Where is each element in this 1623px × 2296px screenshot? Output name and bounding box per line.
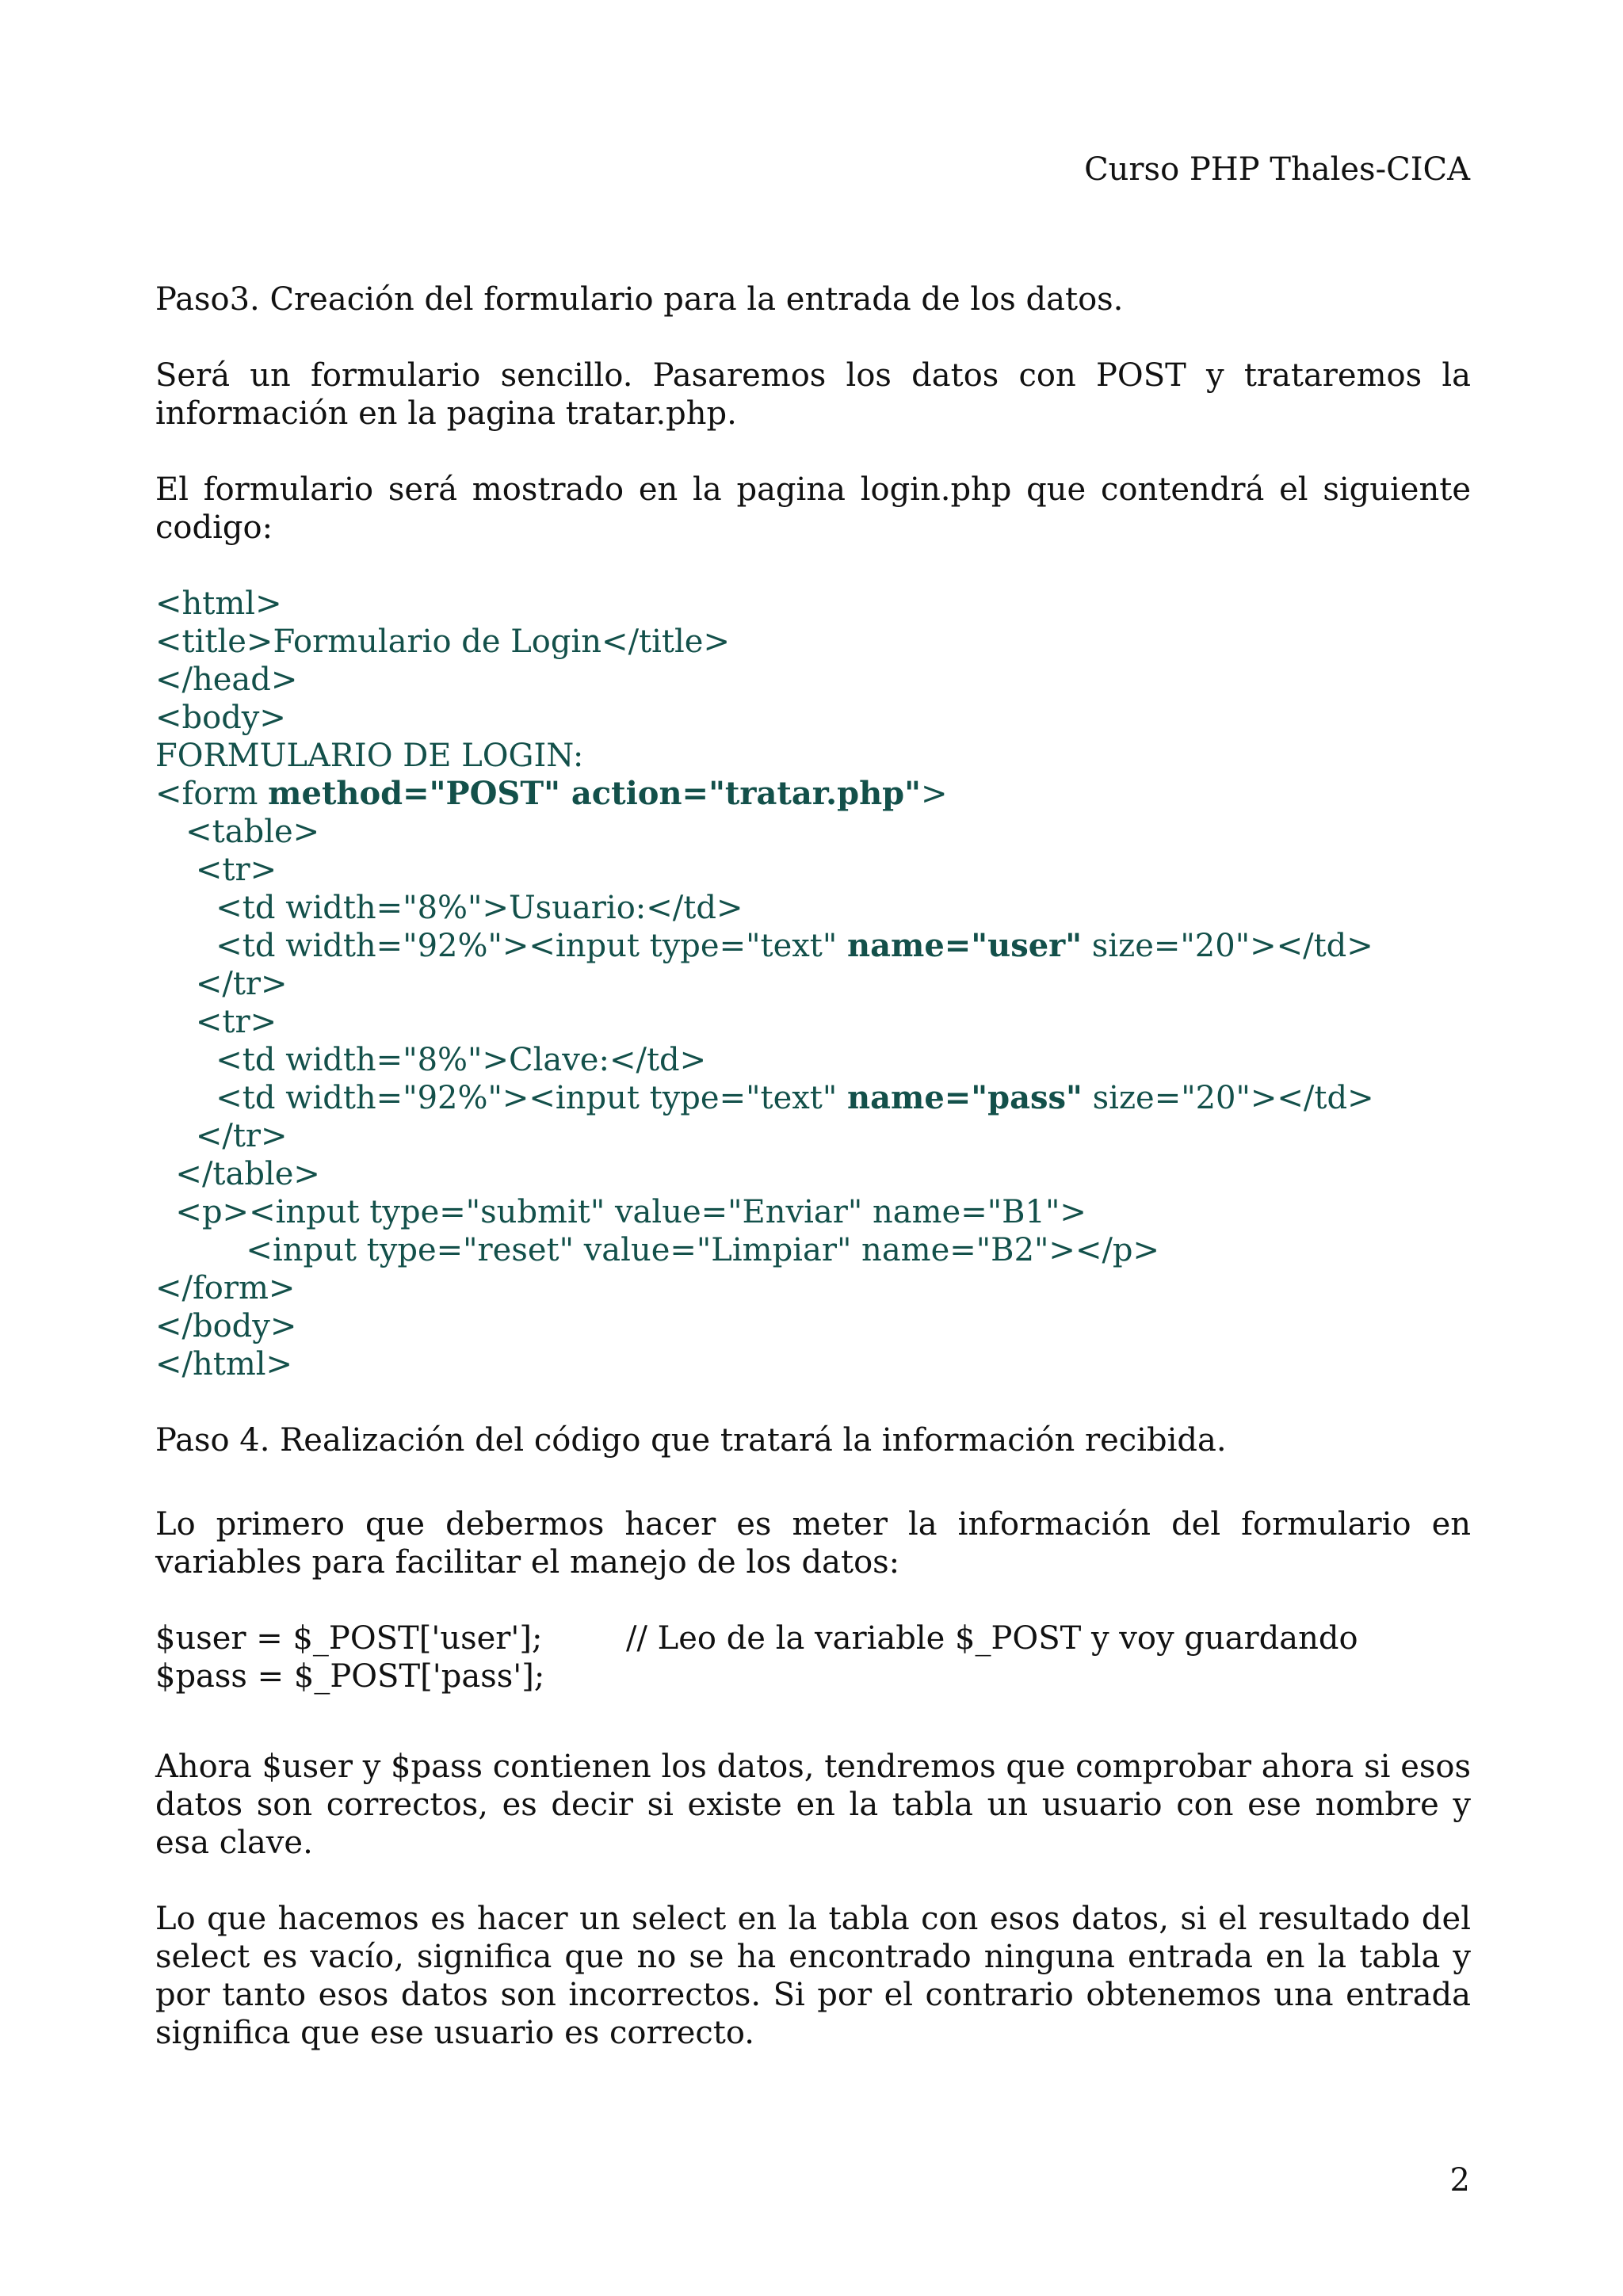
- code-text-bold: name="pass": [847, 1079, 1083, 1116]
- code-line: <tr>: [155, 852, 277, 888]
- var-user-comment: // Leo de la variable $_POST y voy guardando: [626, 1620, 1358, 1657]
- course-title: Curso PHP Thales-CICA: [1084, 151, 1470, 188]
- code-line: </html>: [155, 1346, 293, 1383]
- code-line: <p><input type="submit" value="Enviar" name="B1">: [155, 1194, 1086, 1230]
- code-line: <table>: [155, 814, 320, 850]
- step3-title: Paso3. Creación del formulario para la entrada de los datos.: [155, 281, 1124, 318]
- code-text: size="20"></td>: [1082, 928, 1373, 964]
- code-line: </table>: [155, 1156, 320, 1192]
- code-text-bold: name="user": [847, 927, 1083, 964]
- variable-assignments: [155, 1619, 1471, 1695]
- var-row-pass: [155, 1657, 1471, 1695]
- code-line: <td width="8%">Clave:</td>: [155, 1042, 707, 1078]
- var-row-user: [155, 1619, 1471, 1657]
- code-line: </body>: [155, 1308, 297, 1344]
- code-line: [155, 1079, 1471, 1117]
- code-text: <td width="92%"><input type="text": [155, 928, 847, 964]
- code-line: </tr>: [155, 1118, 288, 1154]
- code-block: [155, 585, 1471, 1383]
- step4-title: Paso 4. Realización del código que tratará la información recibida.: [155, 1422, 1227, 1459]
- code-line: </head>: [155, 662, 298, 698]
- page-number: 2: [1449, 2162, 1470, 2199]
- code-line: [155, 775, 1471, 813]
- code-line: [155, 927, 1471, 965]
- step4-paragraph-3: Lo que hacemos es hacer un select en la tabla con esos datos, si el resultado del select es vacío, significa que no se ha encontrado ninguna entrada en la tabla y por tanto esos datos son incorrectos. Si por el contrario obtenemos una entrada significa que ese usuario es correcto.: [155, 1901, 1471, 2051]
- code-text: >: [920, 776, 948, 812]
- code-line: <tr>: [155, 1004, 277, 1040]
- code-line: </tr>: [155, 966, 288, 1002]
- code-line: <body>: [155, 700, 286, 736]
- var-user-code: $user = $_POST['user'];: [155, 1620, 543, 1657]
- step4-paragraph-2: Ahora $user y $pass contienen los datos, tendremos que comprobar ahora si esos datos son correctos, es decir si existe en la tabla un usuario con ese nombre y esa clave.: [155, 1749, 1471, 1861]
- step3-paragraph-1: Será un formulario sencillo. Pasaremos los datos con POST y trataremos la información en la pagina tratar.php.: [155, 357, 1471, 432]
- code-text: <td width="92%"><input type="text": [155, 1080, 847, 1116]
- code-line: <html>: [155, 585, 282, 622]
- var-pass-code: $pass = $_POST['pass'];: [155, 1658, 545, 1695]
- code-line: <input type="reset" value="Limpiar" name="B2"></p>: [155, 1232, 1160, 1268]
- page-content: [155, 280, 1471, 2052]
- code-text: size="20"></td>: [1082, 1080, 1374, 1116]
- code-line: FORMULARIO DE LOGIN:: [155, 738, 584, 774]
- code-line: </form>: [155, 1270, 296, 1306]
- code-text: <form: [155, 776, 269, 812]
- code-line: <td width="8%">Usuario:</td>: [155, 890, 743, 926]
- step4-paragraph-1: Lo primero que debermos hacer es meter la información del formulario en variables para facilitar el manejo de los datos:: [155, 1506, 1471, 1581]
- step3-paragraph-2: El formulario será mostrado en la pagina login.php que contendrá el siguiente codigo:: [155, 471, 1471, 546]
- page-header: [1084, 151, 1470, 189]
- code-text-bold: method="POST" action="tratar.php": [268, 775, 921, 812]
- code-line: <title>Formulario de Login</title>: [155, 624, 730, 660]
